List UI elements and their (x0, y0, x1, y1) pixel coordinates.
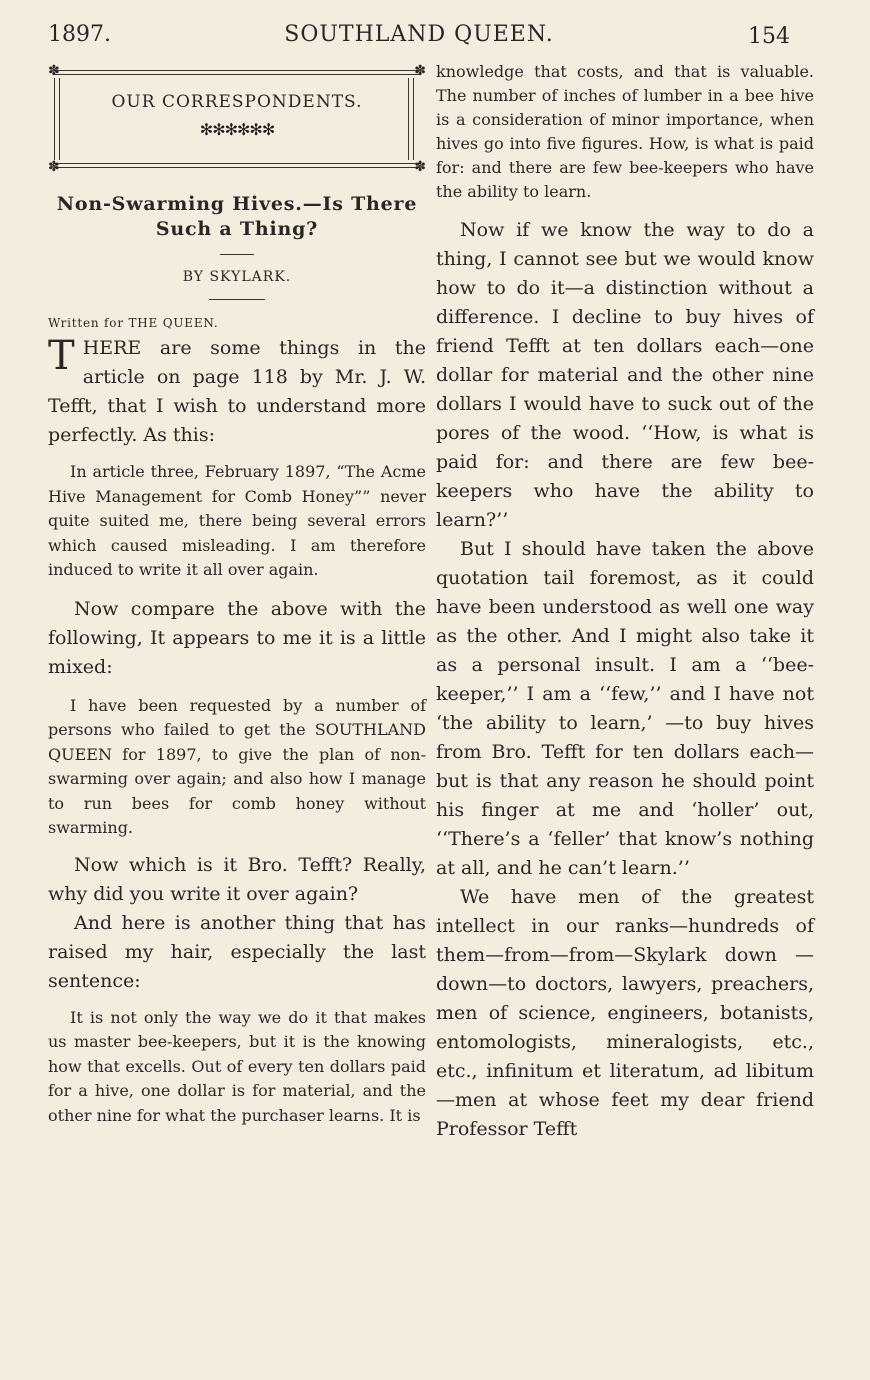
article-title: Non-Swarming Hives.—Is There Such a Thing? (56, 193, 418, 240)
title-rule (220, 254, 254, 255)
paragraph-7: We have men of the greatest intellect in our ranks—hundreds of them—from—from—Skylark down —down—to doctors, lawyers, preachers, men of science, engineers, botanists, entomologists, mineralogists, etc., etc., infinitum et literatum, ad libitum—men at whose feet my dear friend Professor Tefft (436, 886, 814, 1140)
box-rule-bottom-inner (54, 163, 420, 164)
corner-ornament-icon: ✽ (48, 159, 60, 175)
box-side-left (54, 78, 60, 160)
box-rule-top (54, 70, 420, 71)
quote-3-continued: knowledge that costs, and that is valuable. The number of inches of lumber in a bee hive is a consideration of minor importance, when hives go into five figures. How, is what is paid for: and there are few bee-keepers who have the ability to learn. (436, 62, 814, 201)
corner-ornament-icon: ✽ (414, 159, 426, 175)
header-year: 1897. (48, 22, 111, 47)
paragraph-3: Now which is it Bro. Tefft? Really, why did you write it over again? (48, 853, 426, 905)
paragraph-6: But I should have taken the above quotation tail foremost, as it could have been understood as well one way as the other. And I might also take it as a personal insult. I am a ‘‘bee-keeper,’’ I am a ‘‘few,’’ and I have not ‘the ability to learn,’ —to buy hives from Bro. Tefft for ten dollars each—but is that any reason he should point his finger at me and ‘holler’ out, ‘‘There’s a ‘feller’ that know’s nothing at all, and he can’t learn.’’ (436, 538, 814, 879)
running-head (48, 22, 790, 52)
box-rule-top-inner (54, 74, 420, 75)
page-number: 154 (748, 24, 790, 49)
paragraph-4: And here is another thing that has raised my hair, especially the last sentence: (48, 911, 426, 992)
paragraph-1 (48, 334, 426, 450)
quote-1: In article three, February 1897, “The Acme Hive Management for Comb Honey”” never quite suited me, there being several errors which caused misleading. I am therefore induced to write it all over again. (48, 462, 426, 579)
department-title: OUR CORRESPONDENTS. (111, 92, 363, 112)
paragraph-5: Now if we know the way to do a thing, I cannot see but we would know how to do it—a distinction without a difference. I decline to buy hives of friend Tefft at ten dollars each—one dollar for material and the other nine dollars I would have to suck out of the pores of the wood. ‘‘How, is what is paid for: and there are few bee-keepers who have the ability to learn?’’ (436, 219, 814, 531)
header-title: SOUTHLAND QUEEN. (284, 22, 554, 47)
paragraph-1-text: HERE are some things in the article on page 118 by Mr. J. W. Tefft, that I wish to understand more perfectly. As this: (48, 337, 426, 446)
drop-cap: T (48, 333, 75, 379)
byline: BY SKYLARK. (182, 269, 292, 285)
box-side-right (408, 78, 414, 160)
department-ornament-icon: ✻✻✻✻✻✻ (199, 120, 275, 139)
corner-ornament-icon: ✽ (48, 63, 60, 79)
byline-rule (209, 299, 265, 300)
corner-ornament-icon: ✽ (414, 63, 426, 79)
department-box (48, 64, 426, 174)
quote-2: I have been requested by a number of persons who failed to get the SOUTHLAND QUEEN for 1897, to give the plan of non-swarming over again; and also how I manage to run bees for comb honey without swarming. (48, 695, 426, 837)
paragraph-2: Now compare the above with the following, It appears to me it is a little mixed: (48, 597, 426, 678)
right-column (436, 60, 814, 1144)
written-for-note: Written for THE QUEEN. (48, 316, 219, 330)
left-column (48, 60, 426, 1128)
box-rule-bottom (54, 167, 420, 168)
quote-3: It is not only the way we do it that makes us master bee-keepers, but it is the knowing how that excells. Out of every ten dollars paid for a hive, one dollar is for material, and the other nine for what the purchaser learns. It is (48, 1007, 426, 1125)
